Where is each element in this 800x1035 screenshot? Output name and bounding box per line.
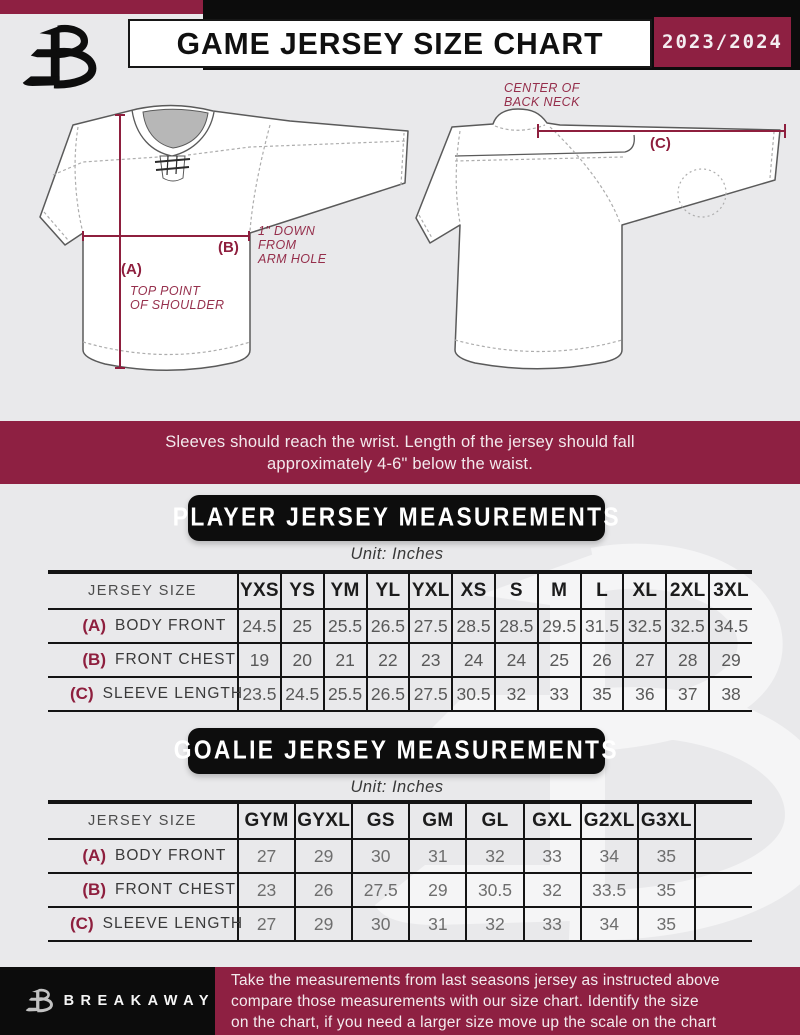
fit-note-banner: [0, 421, 800, 484]
breakaway-footer-logo-icon: [24, 983, 54, 1019]
size-column-header: [695, 802, 752, 839]
goalie-measurements-table: [48, 800, 752, 942]
measurement-value-cell: 25.5: [324, 609, 367, 643]
measure-line-c-tick-right: [784, 124, 786, 138]
goalie-unit-label: Unit: Inches: [350, 778, 444, 796]
fit-note-line1: Sleeves should reach the wrist. Length of the jersey should fall: [165, 432, 635, 451]
measurement-key: (B): [82, 880, 106, 899]
measurement-row-label: [48, 839, 238, 873]
measurement-value-cell: 30.5: [466, 873, 523, 907]
jersey-size-corner-header: JERSEY SIZE: [48, 802, 238, 839]
jersey-size-corner-header: JERSEY SIZE: [48, 572, 238, 609]
measurement-value-cell: 27.5: [409, 677, 452, 711]
measurement-value-cell: 38: [709, 677, 752, 711]
measurement-value-cell: 21: [324, 643, 367, 677]
measurement-value-cell: 27: [623, 643, 666, 677]
size-column-header: GS: [352, 802, 409, 839]
goalie-section-title: GOALIE JERSEY MEASUREMENTS: [173, 735, 620, 766]
measurement-row: [48, 907, 752, 941]
footer-brand-box: [0, 967, 215, 1035]
measurement-value-cell: 32: [466, 907, 523, 941]
season-label: 2023/2024: [662, 31, 783, 53]
label-a-description: [130, 284, 224, 312]
breakaway-logo-icon: [18, 22, 98, 94]
measurement-value-cell: 24: [452, 643, 495, 677]
measurement-value-cell: 33: [524, 839, 581, 873]
measurement-value-cell: 31: [409, 839, 466, 873]
measurement-value-cell: 27: [238, 839, 295, 873]
label-c: (C): [650, 135, 671, 152]
measure-line-b-tick-right: [248, 231, 250, 241]
size-column-header: GYXL: [295, 802, 352, 839]
size-column-header: YS: [281, 572, 324, 609]
back-neck-note: [504, 81, 580, 109]
measurement-value-cell: 25: [281, 609, 324, 643]
measurement-key: (A): [82, 846, 106, 865]
measurement-value-cell: 26: [295, 873, 352, 907]
measurement-value-cell: 23.5: [238, 677, 281, 711]
goalie-table-wrap: [48, 800, 752, 942]
measurement-value-cell: 26: [581, 643, 624, 677]
label-b-desc-line2: FROM: [258, 238, 297, 252]
measurement-row-label: [48, 907, 244, 941]
measurement-value-cell: [695, 873, 752, 907]
measurement-value-cell: 34.5: [709, 609, 752, 643]
player-table-wrap: [48, 570, 752, 712]
size-column-header: YL: [367, 572, 410, 609]
size-column-header: YXS: [238, 572, 281, 609]
measurement-row-label: [48, 609, 238, 643]
brand-name: BREAKAWAY: [63, 993, 215, 1009]
measurement-value-cell: [695, 839, 752, 873]
measurement-row-label: [48, 873, 238, 907]
measurement-value-cell: 25: [538, 643, 581, 677]
measurement-row: [48, 839, 752, 873]
measurement-name: SLEEVE LENGTH: [102, 915, 244, 932]
measurement-key: (A): [82, 616, 106, 635]
measurement-value-cell: 29.5: [538, 609, 581, 643]
measurement-name: FRONT CHEST: [115, 651, 236, 668]
measurement-value-cell: 34: [581, 839, 638, 873]
measure-line-c: [537, 130, 786, 132]
measurement-value-cell: 20: [281, 643, 324, 677]
size-column-header: YM: [324, 572, 367, 609]
header-accent-stripe: [0, 0, 205, 14]
measurement-value-cell: 27: [238, 907, 295, 941]
measurement-value-cell: 35: [638, 873, 695, 907]
measure-line-a: [119, 115, 121, 368]
footer-instruction-line2: compare those measurements with our size chart. Identify the size: [231, 992, 699, 1010]
measurement-row: [48, 873, 752, 907]
player-section-title: PLAYER JERSEY MEASUREMENTS: [172, 502, 621, 533]
measurement-value-cell: 35: [638, 907, 695, 941]
measurement-value-cell: 37: [666, 677, 709, 711]
measurement-value-cell: 30: [352, 839, 409, 873]
back-neck-note-line1: CENTER OF: [504, 81, 580, 95]
label-b-desc-line1: 1" DOWN: [258, 224, 316, 238]
measurement-value-cell: 29: [295, 907, 352, 941]
size-column-header: S: [495, 572, 538, 609]
size-column-header: YXL: [409, 572, 452, 609]
measurement-name: SLEEVE LENGTH: [102, 685, 244, 702]
measurement-key: (C): [70, 914, 94, 933]
measurement-value-cell: 22: [367, 643, 410, 677]
measurement-name: BODY FRONT: [115, 847, 227, 864]
measurement-value-cell: 33.5: [581, 873, 638, 907]
player-section-banner: [172, 495, 621, 541]
goalie-section-banner: [173, 728, 620, 774]
measurement-value-cell: 19: [238, 643, 281, 677]
size-column-header: XS: [452, 572, 495, 609]
measurement-value-cell: 32.5: [666, 609, 709, 643]
size-column-header: G2XL: [581, 802, 638, 839]
size-column-header: L: [581, 572, 624, 609]
measurement-value-cell: 23: [238, 873, 295, 907]
size-column-header: M: [538, 572, 581, 609]
back-neck-note-line2: BACK NECK: [504, 95, 580, 109]
measurement-value-cell: 24.5: [281, 677, 324, 711]
page-title: GAME JERSEY SIZE CHART: [176, 25, 604, 61]
measurement-row-label: [48, 677, 244, 711]
measurement-value-cell: 32.5: [623, 609, 666, 643]
size-column-header: GXL: [524, 802, 581, 839]
measurement-value-cell: 35: [638, 839, 695, 873]
measure-line-b-tick-left: [82, 231, 84, 241]
footer-instruction-line3: on the chart, if you need a larger size move up the scale on the chart: [231, 1013, 717, 1031]
measurement-value-cell: 27.5: [409, 609, 452, 643]
measurement-key: (C): [70, 684, 94, 703]
measurement-value-cell: 28.5: [495, 609, 538, 643]
measurement-value-cell: 29: [709, 643, 752, 677]
measurement-name: FRONT CHEST: [115, 881, 236, 898]
measurement-value-cell: 27.5: [352, 873, 409, 907]
measure-line-a-cap-top: [115, 114, 125, 116]
measurement-value-cell: 32: [524, 873, 581, 907]
measurement-value-cell: 26.5: [367, 609, 410, 643]
measurement-name: BODY FRONT: [115, 617, 227, 634]
label-a-desc-line2: OF SHOULDER: [130, 298, 225, 312]
measure-line-c-tick-left: [537, 124, 539, 138]
measurement-value-cell: 24.5: [238, 609, 281, 643]
label-a-desc-line1: TOP POINT: [130, 284, 201, 298]
size-column-header: 2XL: [666, 572, 709, 609]
measurement-key: (B): [82, 650, 106, 669]
measurement-value-cell: 32: [495, 677, 538, 711]
measurement-value-cell: 32: [466, 839, 523, 873]
measurement-value-cell: 28.5: [452, 609, 495, 643]
measurement-value-cell: 30.5: [452, 677, 495, 711]
label-a: (A): [121, 261, 142, 278]
size-column-header: GL: [466, 802, 523, 839]
measurement-value-cell: 31.5: [581, 609, 624, 643]
label-b-desc-line3: ARM HOLE: [258, 252, 327, 266]
measurement-value-cell: 29: [295, 839, 352, 873]
measurement-value-cell: 34: [581, 907, 638, 941]
player-measurements-table: [48, 570, 752, 712]
measurement-value-cell: 36: [623, 677, 666, 711]
measurement-value-cell: 33: [524, 907, 581, 941]
measurement-value-cell: 35: [581, 677, 624, 711]
measurement-value-cell: 28: [666, 643, 709, 677]
measurement-value-cell: 31: [409, 907, 466, 941]
size-column-header: 3XL: [709, 572, 752, 609]
season-badge: [654, 17, 791, 67]
measurement-value-cell: 33: [538, 677, 581, 711]
measurement-value-cell: 24: [495, 643, 538, 677]
size-column-header: G3XL: [638, 802, 695, 839]
label-b-description: [258, 224, 327, 266]
measurement-row-label: [48, 643, 238, 677]
measurement-value-cell: 23: [409, 643, 452, 677]
footer-instructions: [215, 967, 800, 1035]
page-title-box: [128, 19, 652, 68]
measure-line-b: [82, 235, 250, 237]
player-unit-label: Unit: Inches: [350, 545, 444, 563]
size-column-header: GYM: [238, 802, 295, 839]
footer-instruction-line1: Take the measurements from last seasons jersey as instructed above: [231, 971, 720, 989]
measurement-value-cell: 26.5: [367, 677, 410, 711]
measurement-value-cell: 30: [352, 907, 409, 941]
measurement-value-cell: 25.5: [324, 677, 367, 711]
measure-line-a-cap-bottom: [115, 367, 125, 369]
fit-note-line2: approximately 4-6" below the waist.: [267, 454, 533, 473]
size-column-header: XL: [623, 572, 666, 609]
size-column-header: GM: [409, 802, 466, 839]
measurement-row: [48, 677, 752, 711]
measurement-row: [48, 609, 752, 643]
measurement-row: [48, 643, 752, 677]
measurement-value-cell: [695, 907, 752, 941]
measurement-value-cell: 29: [409, 873, 466, 907]
label-b: (B): [218, 239, 239, 256]
